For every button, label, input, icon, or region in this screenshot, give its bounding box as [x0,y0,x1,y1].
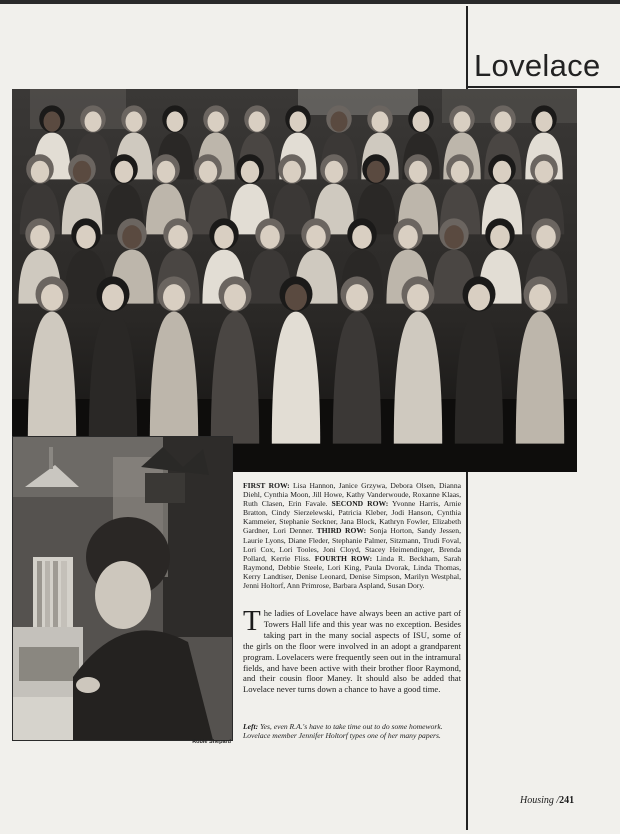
page-number: 241 [559,795,575,806]
group-photo-image [12,89,577,472]
row-names-third: Sonja Horton, Sandy Jessen, Laurie Lyons, Diane Fleder, Stephanie Palmer, Sitzmann, Trudi Foval, Lori Cox, Lori Tooles, Joni Cloyd, Stacey Heimendinger, Brenda Pollard, Kerrie Fliss. [243,526,461,563]
folio-section: Housing / [520,795,560,806]
caption-text: Yes, even R.A.'s have to take time out to do some homework. Lovelace member Jennifer Holtorf types one of her many papers. [243,722,443,740]
folio [520,795,574,806]
row-names-second: Yvonne Harris, Arnie Bratton, Cindy Sierzelewski, Patricia Kleber, Jodi Hanson, Cynthia Kammeier, Stephanie Seckner, Jana Block, Kathryn Fowler, Elizabeth Gardner, Lori Denner. [243,499,461,536]
candid-photo [12,436,233,741]
candid-photo-image [13,437,232,740]
group-photo [12,89,577,472]
row-label-fourth: FOURTH ROW: [310,553,373,563]
article-text: he ladies of Lovelace have always been an active part of Towers Hall life and this year was no exception. Besides taking part in the many social aspects of ISU, some of the girls on the floor were involved in an adopt a grandparent program. Lovelacers were frequently seen out in the intramural fields, and have been active with their brother floor Raymond, and their cousin floor Maney. It should also be added that Lovelace never turns down a chance to have a good time. [243,608,461,695]
roster-text [243,481,461,590]
title-underline-rule [466,86,620,88]
drop-cap: T [243,605,261,637]
row-names-first: Lisa Hannon, Janice Grzywa, Debora Olsen, Dianna Diehl, Cynthia Moon, Jill Howe, Kathy Vanderwoude, Roxanne Klaas, Ruth Clasen, Erin Favale. [243,481,461,509]
row-label-third: THIRD ROW: [313,526,367,536]
article-body [243,605,461,695]
row-names-fourth: Linda R. Beckham, Sarah Raymond, Debbie Steele, Lori King, Paula Dvorak, Linda Thomas, Kerry Landtiser, Denise Leonard, Denise Simpson, Marilyn Westphal, Jenni Holtorf, Ann Primrose, Barbara Aspland, Susan Dory. [243,553,462,591]
row-label-first: FIRST ROW: [243,481,290,490]
caption-label: Left: [243,722,259,731]
page-title: Lovelace [474,48,601,83]
row-label-second: SECOND ROW: [327,499,389,509]
photo-caption [243,722,461,740]
page-top-edge [0,0,620,4]
photo-credit: Robie Shepard [192,739,231,745]
